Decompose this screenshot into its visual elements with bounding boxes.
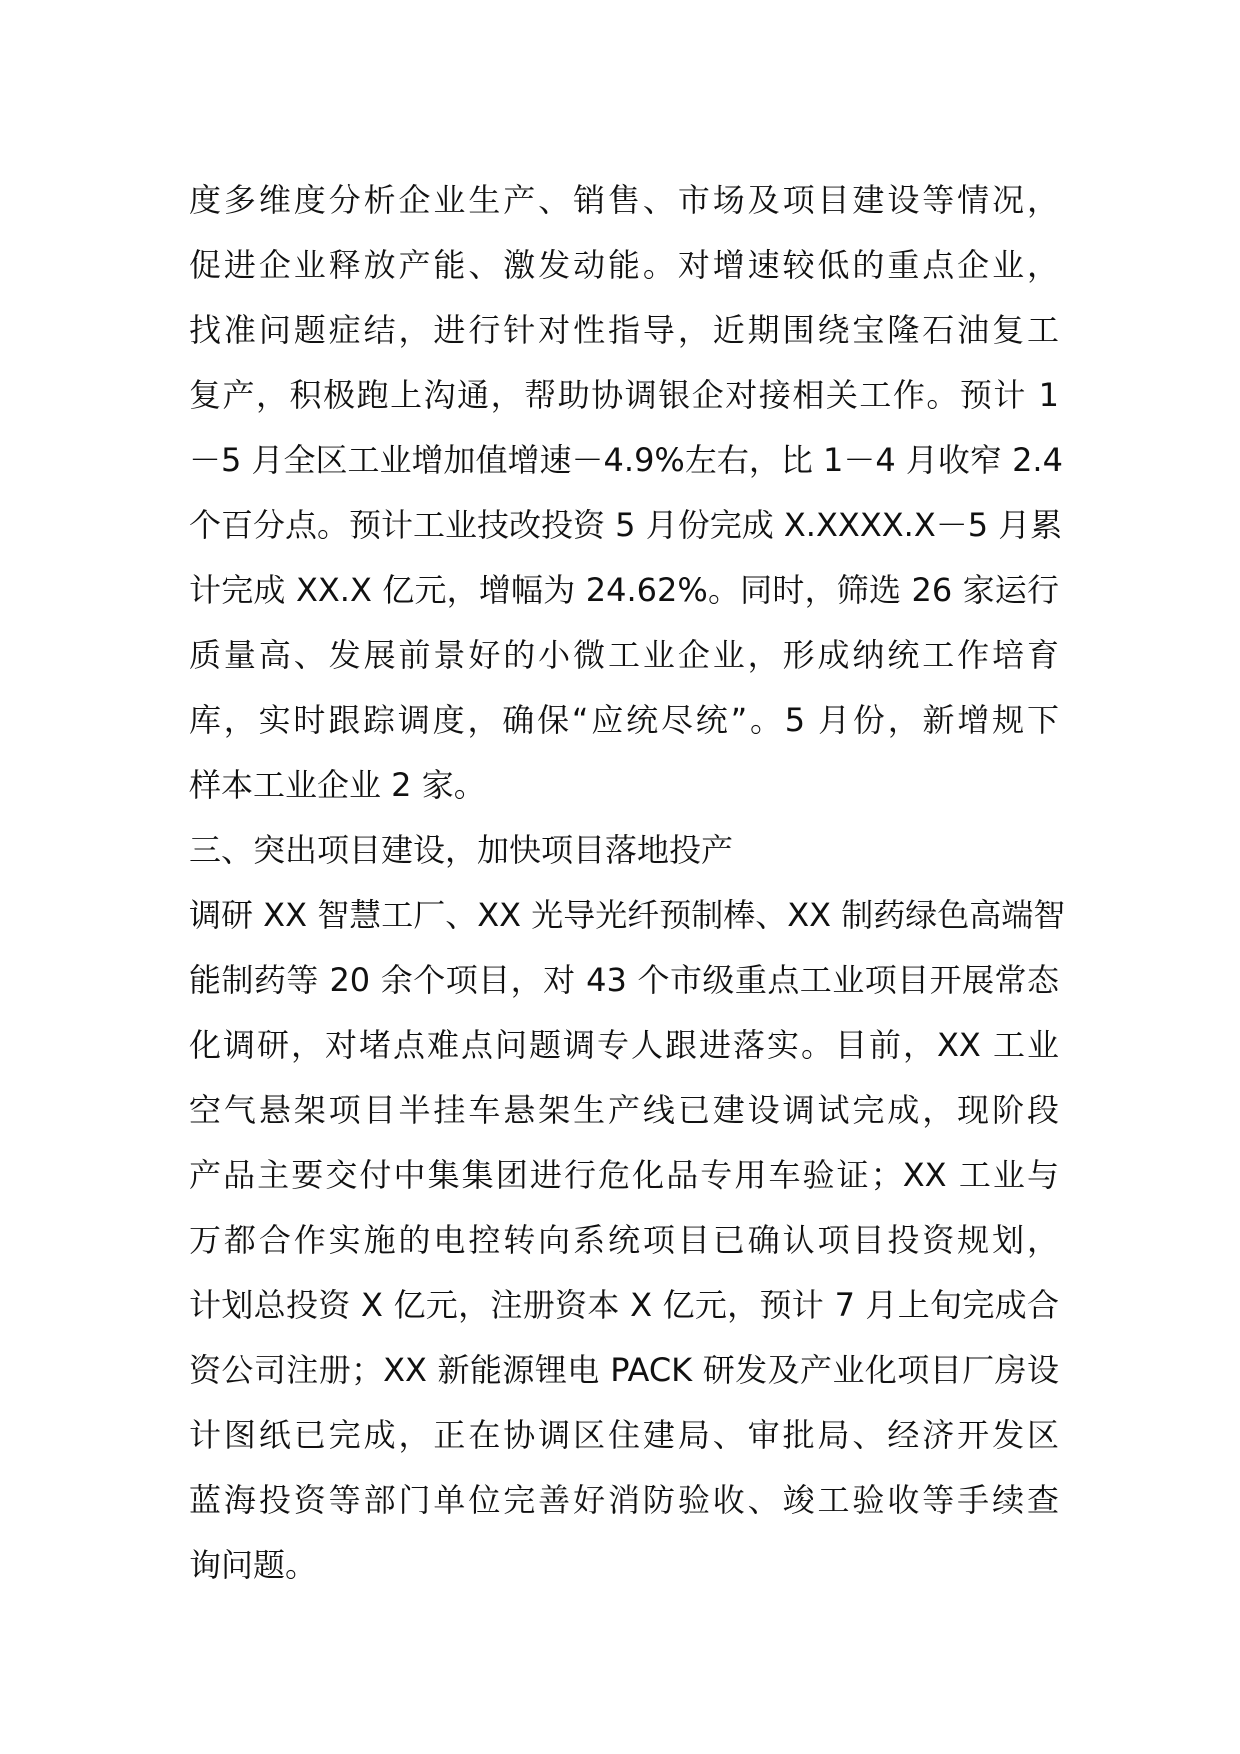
text-line: 空气悬架项目半挂车悬架生产线已建设调试完成，现阶段 xyxy=(189,1091,1059,1129)
text-line: 万都合作实施的电控转向系统项目已确认项目投资规划， xyxy=(189,1221,1059,1259)
paragraph-project-construction xyxy=(189,883,1066,1598)
text-line: 能制药等 20 余个项目，对 43 个市级重点工业项目开展常态 xyxy=(189,961,1059,999)
text-line: 化调研，对堵点难点问题调专人跟进落实。目前，XX 工业 xyxy=(189,1026,1059,1064)
paragraph-industrial-analysis xyxy=(189,168,1063,818)
text-line: 计划总投资 X 亿元，注册资本 X 亿元，预计 7 月上旬完成合 xyxy=(189,1286,1059,1324)
text-line: 复产，积极跑上沟通，帮助协调银企对接相关工作。预计 1 xyxy=(189,376,1059,414)
text-line: 调研 XX 智慧工厂、XX 光导光纤预制棒、XX 制药绿色高端智 xyxy=(189,896,1066,934)
text-line: 产品主要交付中集集团进行危化品专用车验证；XX 工业与 xyxy=(189,1156,1059,1194)
section-heading: 三、突出项目建设，加快项目落地投产 xyxy=(189,831,734,869)
text-line: －5 月全区工业增加值增速－4.9%左右，比 1－4 月收窄 2.4 xyxy=(189,441,1063,479)
text-line: 计图纸已完成，正在协调区住建局、审批局、经济开发区 xyxy=(189,1416,1059,1454)
text-line: 度多维度分析企业生产、销售、市场及项目建设等情况， xyxy=(189,181,1059,219)
text-line: 计完成 XX.X 亿元，增幅为 24.62%。同时，筛选 26 家运行 xyxy=(189,571,1059,609)
text-line: 质量高、发展前景好的小微工业企业，形成纳统工作培育 xyxy=(189,636,1059,674)
text-line: 个百分点。预计工业技改投资 5 月份完成 X.XXXX.X－5 月累 xyxy=(189,506,1063,544)
document-body xyxy=(189,168,1066,1598)
text-line: 资公司注册；XX 新能源锂电 PACK 研发及产业化项目厂房设 xyxy=(189,1351,1059,1389)
text-line: 询问题。 xyxy=(189,1546,318,1584)
text-line: 促进企业释放产能、激发动能。对增速较低的重点企业， xyxy=(189,246,1059,284)
text-line: 库，实时跟踪调度，确保“应统尽统”。5 月份，新增规下 xyxy=(189,701,1059,739)
text-line: 样本工业企业 2 家。 xyxy=(189,766,486,804)
text-line: 蓝海投资等部门单位完善好消防验收、竣工验收等手续查 xyxy=(189,1481,1059,1519)
text-line: 找准问题症结，进行针对性指导，近期围绕宝隆石油复工 xyxy=(189,311,1059,349)
